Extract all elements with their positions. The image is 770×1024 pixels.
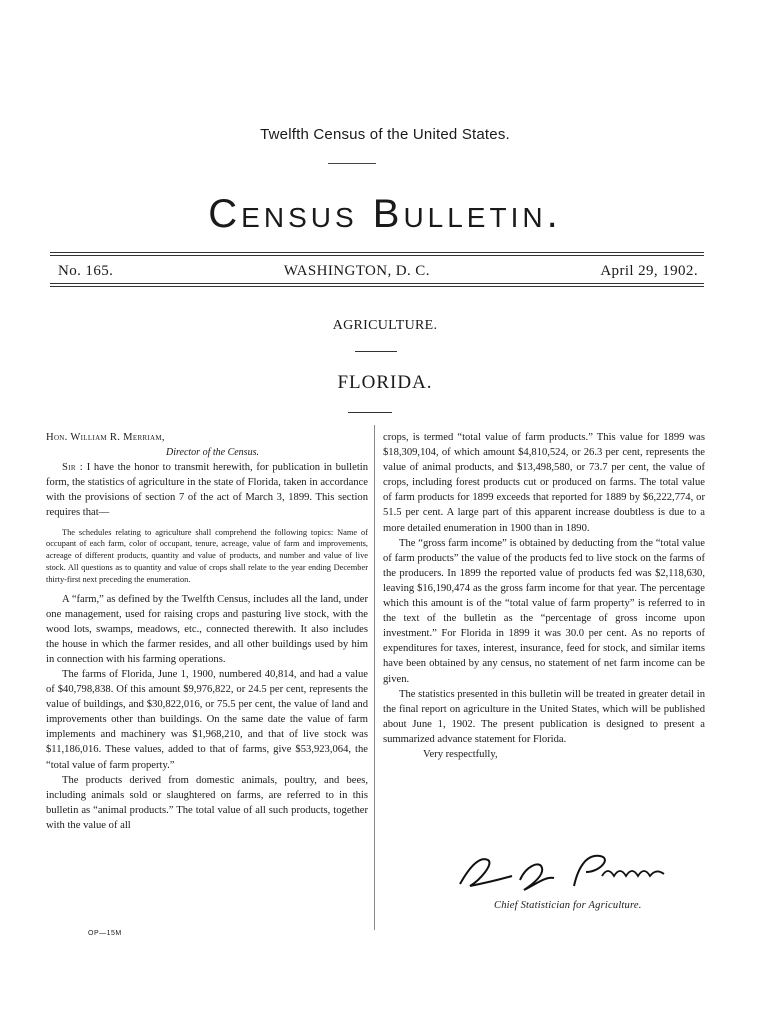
right-column (383, 430, 705, 762)
letter-paragraph-2: A “farm,” as defined by the Twelfth Census, includes all the land, under one management, used for raising crops and pasturing live stock, with the wood lots, swamps, meadows, etc., connected therewith. It also includes the house in which the farmer resides, and all other buildings used by him in connection with his farming operations. (46, 593, 368, 665)
closing-line: Very respectfully, (423, 748, 498, 760)
bulletin-title: Census Bulletin. (208, 192, 562, 236)
letter-paragraph-7: The statistics presented in this bulletin will be treated in greater detail in the final report on agriculture in the United States, which will be published about June 1, 1902. The present publication is designed to present a summarized advance statement for Florida. (383, 688, 705, 745)
masthead-rule-bottom-inner (50, 286, 704, 287)
letter-paragraph-5: crops, is termed “total value of farm products.” This value for 1899 was $18,309,104, of which amount $4,810,524, or 26.3 per cent, represents the value of animal products, and $13,498,580, or 73.7 per cent, the value of crops, including forest products cut or produced on farms. The total value of farm products for 1899 exceeds that reported for 1889 by $6,222,774, or 51.5 per cent. A large part of this apparent increase doubtless is due to a more detailed enumeration in 1900 than in 1890. (383, 432, 705, 534)
letter-paragraph-4: The products derived from domestic animals, poultry, and bees, including animals sold or slaughtered on farms, are referred to in this bulletin as “animal products.” The total value of all such products, together with the value of all (46, 774, 368, 831)
letter-paragraph-3: The farms of Florida, June 1, 1900, numbered 40,814, and had a value of $40,798,838. Of this amount $9,976,822, or 24.5 per cent, represents the value of buildings, and $30,822,016, or 75.5 per cent, the value of land and improvements other than buildings. On the same date the value of farm implements and machinery was $1,968,210, and that of live stock was $11,186,016. These values, added to that of farms, give $53,923,064, the “total value of farm property.” (46, 669, 368, 771)
masthead-rule-top-inner (50, 255, 704, 256)
issue-date: April 29, 1902. (600, 262, 698, 279)
salutation: Hon. William R. Merriam, (46, 432, 165, 443)
print-code: OP—15M (88, 930, 122, 937)
census-heading: Twelfth Census of the United States. (260, 126, 510, 143)
paragraph-1-text: I have the honor to transmit herewith, for publication in bulletin form, the statistics of agriculture in the state of Florida, taken in accordance with the provisions of section 7 of the act of March 3, 1899. This section requires that— (46, 462, 369, 519)
issue-number: No. 165. (58, 262, 114, 279)
left-column (46, 430, 368, 833)
section-heading: AGRICULTURE. (332, 318, 438, 333)
signer-title: Chief Statistician for Agriculture. (494, 900, 642, 911)
statute-quote: The schedules relating to agriculture shall comprehend the following topics: Name of occupant of each farm, color of occupant, tenure, acreage, value of farm and improvements, acreage of different products, quantity and value of products, and number and value of live stock. All questions as to quantity and value of crops shall relate to the year ending December thirty-first next preceding the enumeration. (46, 527, 368, 584)
heading-divider (328, 163, 376, 164)
sir-label: Sir : (62, 462, 84, 474)
issue-info-row (58, 261, 698, 281)
state-heading: FLORIDA. (337, 372, 433, 393)
salutation-title: Director of the Census. (166, 447, 259, 459)
state-divider (348, 412, 392, 413)
masthead-rule-bottom (50, 283, 704, 284)
section-divider (355, 351, 397, 352)
column-divider (374, 425, 375, 930)
masthead-rule-top (50, 252, 704, 253)
issue-place: WASHINGTON, D. C. (283, 262, 430, 279)
letter-paragraph-1 (46, 460, 368, 520)
handwritten-signature (450, 846, 690, 894)
letter-paragraph-6: The “gross farm income” is obtained by deducting from the “total value of farm products” the value of the products fed to live stock on the farms of the producers. In 1899 the reported value of products fed was $2,118,630, leaving $16,190,474 as the gross farm income for that year. The percentage which this amount is of the “total value of farm property” is referred to in the text of the bulletin as the “percentage of gross income upon investment.” For Florida in 1899 it was 30.0 per cent. As no reports of expenditures for taxes, interest, insurance, feed for stock, and similar items have been obtained by any census, no statement of net farm income can be given. (383, 537, 705, 685)
